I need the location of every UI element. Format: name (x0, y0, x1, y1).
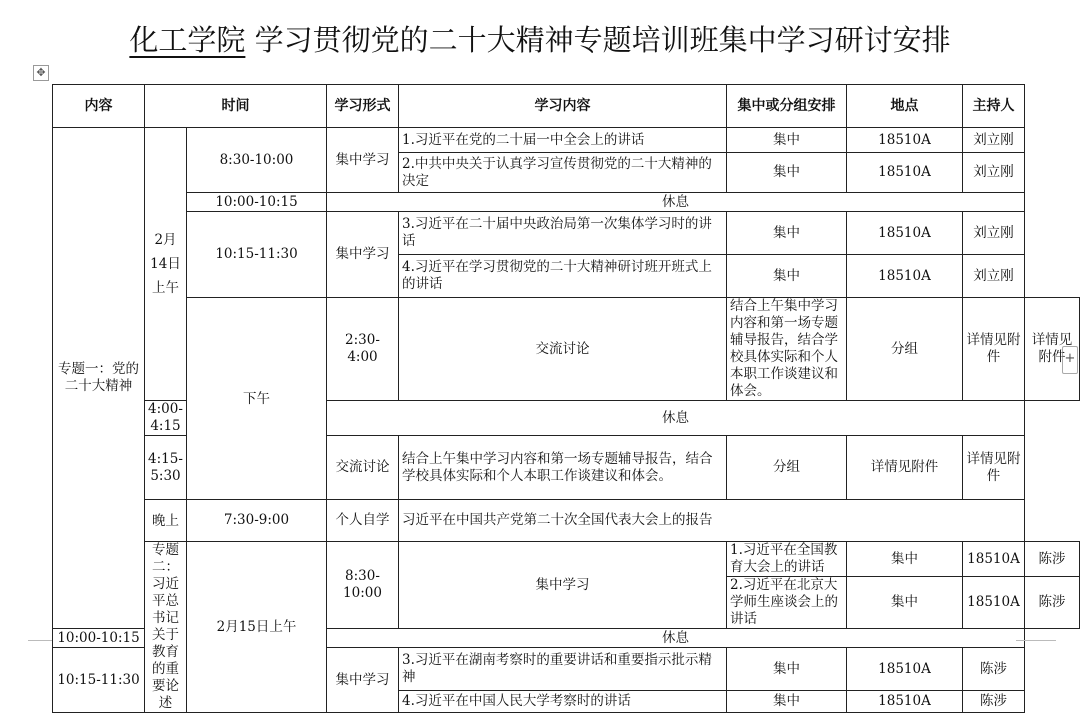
plus-icon[interactable]: + (1062, 346, 1078, 374)
time-cell: 7:30-9:00 (187, 500, 327, 542)
study-cell: 习近平在中国共产党第二十次全国代表大会上的报告 (399, 500, 1025, 542)
host-cell: 详情见附件 (963, 436, 1025, 500)
mode-cell: 集中 (727, 691, 847, 713)
study-cell: 结合上午集中学习内容和第一场专题辅导报告，结合学校具体实际和个人本职工作谈建议和体会。 (727, 298, 847, 401)
mode-cell: 分组 (727, 436, 847, 500)
mode-cell: 集中 (847, 577, 963, 629)
host-cell: 陈涉 (963, 691, 1025, 713)
host-cell: 刘立刚 (963, 255, 1025, 298)
move-cross-icon[interactable]: ✥ (33, 65, 49, 81)
form-cell: 集中学习 (327, 212, 399, 298)
host-cell: 刘立刚 (963, 153, 1025, 193)
place-cell: 详情见附件 (963, 298, 1025, 401)
place-cell: 18510A (847, 128, 963, 153)
time-cell: 8:30-10:00 (327, 542, 399, 629)
table-row (53, 212, 1080, 255)
table-row (53, 193, 1080, 212)
topic-cell: 专题一：党的二十大精神 (53, 128, 145, 629)
mode-cell: 集中 (847, 542, 963, 577)
table-row (53, 128, 1080, 153)
college-name: 化工学院 (129, 23, 246, 57)
study-cell: 1.习近平在党的二十届一中全会上的讲话 (399, 128, 727, 153)
host-cell: 陈涉 (1025, 542, 1080, 577)
col-header-content: 内容 (53, 85, 145, 128)
time-cell: 10:00-10:15 (53, 629, 145, 648)
study-cell: 3.习近平在湖南考察时的重要讲话和重要指示批示精神 (399, 648, 727, 691)
form-cell: 交流讨论 (327, 436, 399, 500)
place-cell: 18510A (847, 648, 963, 691)
place-cell: 18510A (847, 255, 963, 298)
col-header-time: 时间 (145, 85, 327, 128)
study-cell: 4.习近平在学习贯彻党的二十大精神研讨班开班式上的讲话 (399, 255, 727, 298)
host-cell: 详情见附件 (1025, 298, 1080, 401)
table-row (53, 298, 1080, 401)
form-cell: 集中学习 (327, 128, 399, 193)
study-cell: 结合上午集中学习内容和第一场专题辅导报告，结合学校具体实际和个人本职工作谈建议和体会。 (399, 436, 727, 500)
document-title (0, 18, 1080, 59)
mode-cell: 集中 (727, 212, 847, 255)
break-cell: 休息 (327, 401, 1025, 436)
place-cell: 详情见附件 (847, 436, 963, 500)
break-cell: 休息 (327, 193, 1025, 212)
host-cell: 刘立刚 (963, 128, 1025, 153)
col-header-study: 学习内容 (399, 85, 727, 128)
study-cell: 3.习近平在二十届中央政治局第一次集体学习时的讲话 (399, 212, 727, 255)
time-cell: 8:30-10:00 (187, 128, 327, 193)
mode-cell: 集中 (727, 648, 847, 691)
col-header-host: 主持人 (963, 85, 1025, 128)
page-edge-left (28, 640, 52, 641)
topic-cell: 专题二：习近平总书记关于教育的重要论述 (145, 542, 187, 713)
mode-cell: 分组 (847, 298, 963, 401)
col-header-place: 地点 (847, 85, 963, 128)
time-cell: 2:30-4:00 (327, 298, 399, 401)
host-cell: 陈涉 (963, 648, 1025, 691)
table-header-row (53, 85, 1080, 128)
break-cell: 休息 (327, 629, 1025, 648)
place-cell: 18510A (963, 542, 1025, 577)
place-cell: 18510A (847, 212, 963, 255)
host-cell: 陈涉 (1025, 577, 1080, 629)
evening-cell: 晚上 (145, 500, 187, 542)
place-cell: 18510A (847, 153, 963, 193)
col-header-form: 学习形式 (327, 85, 399, 128)
date-cell: 2月14日上午 (145, 128, 187, 401)
time-cell: 4:15-5:30 (145, 436, 187, 500)
time-cell: 10:00-10:15 (187, 193, 327, 212)
host-cell: 刘立刚 (963, 212, 1025, 255)
table-row (53, 500, 1080, 542)
time-cell: 10:15-11:30 (187, 212, 327, 298)
mode-cell: 集中 (727, 255, 847, 298)
place-cell: 18510A (963, 577, 1025, 629)
mode-cell: 集中 (727, 128, 847, 153)
form-cell: 集中学习 (399, 542, 727, 629)
time-cell: 4:00-4:15 (145, 401, 187, 436)
mode-cell: 集中 (727, 153, 847, 193)
time-cell: 10:15-11:30 (53, 648, 145, 713)
form-cell: 集中学习 (327, 648, 399, 713)
table-row (53, 542, 1080, 577)
page-edge-right (1016, 640, 1056, 641)
title-text: 学习贯彻党的二十大精神专题培训班集中学习研讨安排 (254, 23, 951, 57)
study-cell: 2.中共中央关于认真学习宣传贯彻党的二十大精神的决定 (399, 153, 727, 193)
study-cell: 4.习近平在中国人民大学考察时的讲话 (399, 691, 727, 713)
form-cell: 交流讨论 (399, 298, 727, 401)
form-cell: 个人自学 (327, 500, 399, 542)
study-cell: 2.习近平在北京大学师生座谈会上的讲话 (727, 577, 847, 629)
afternoon-cell: 下午 (187, 298, 327, 500)
date-cell: 2月15日上午 (187, 542, 327, 713)
place-cell: 18510A (847, 691, 963, 713)
schedule-table (52, 84, 1080, 713)
col-header-mode: 集中或分组安排 (727, 85, 847, 128)
study-cell: 1.习近平在全国教育大会上的讲话 (727, 542, 847, 577)
